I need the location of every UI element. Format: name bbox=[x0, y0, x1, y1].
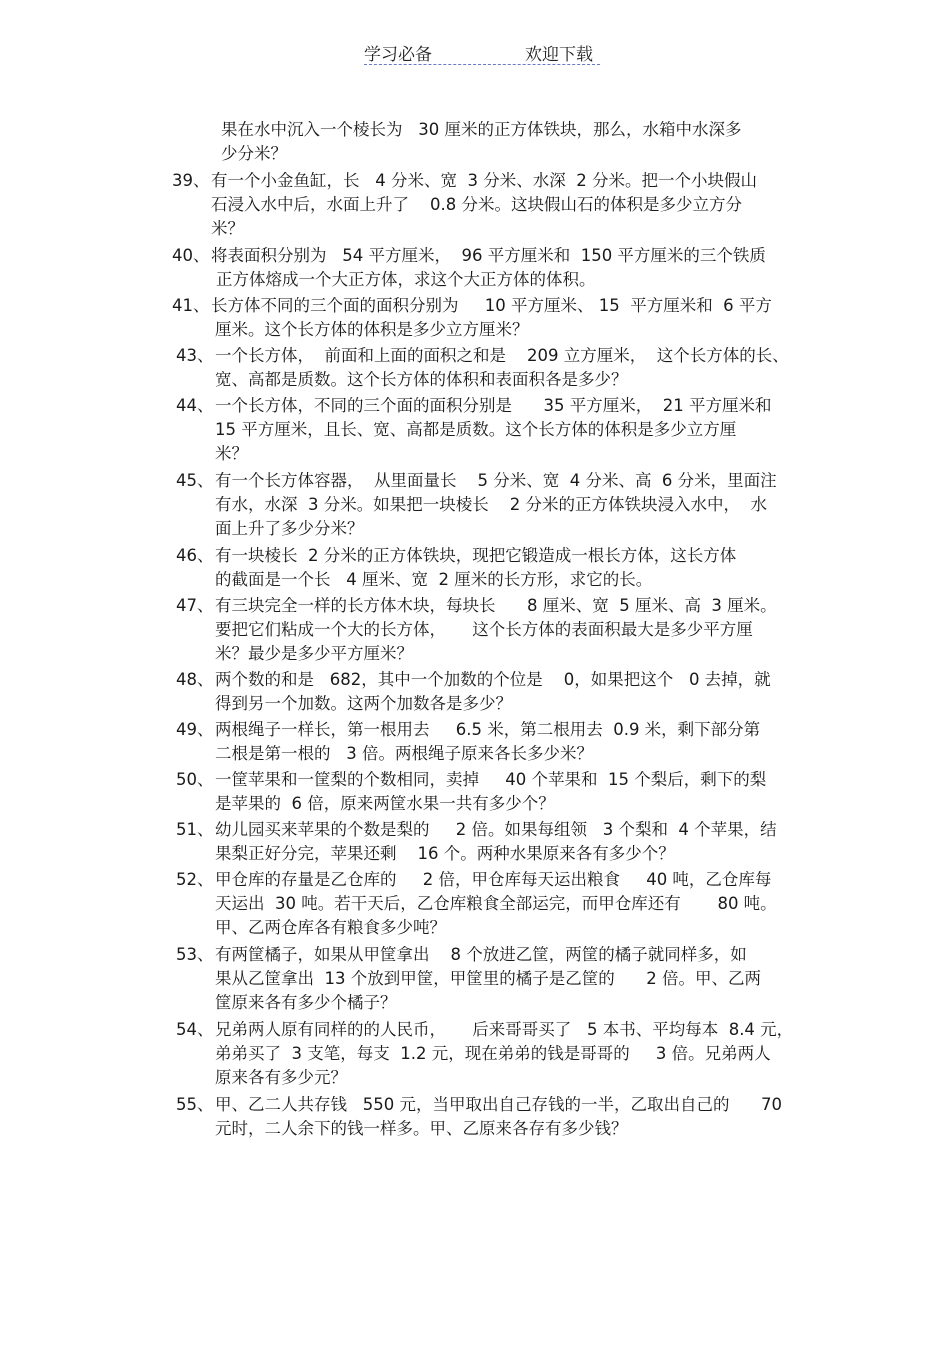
question-text-line: 得到另一个加数。这两个加数各是多少？ bbox=[215, 694, 512, 713]
question-text-line: 果在水中沉入一个棱长为 30 厘米的正方体铁块，那么，水箱中水深多 bbox=[221, 120, 742, 139]
question-text-line: 正方体熔成一个大正方体，求这个大正方体的体积。 bbox=[216, 270, 596, 289]
question-text-line: 少分米？ bbox=[221, 144, 287, 163]
header-underline bbox=[364, 64, 600, 65]
question-text-line: 米？ bbox=[215, 444, 248, 463]
question-number: 39、 bbox=[172, 171, 210, 190]
question-number: 43、 bbox=[176, 346, 214, 365]
question-text-line: 宽、高都是质数。这个长方体的体积和表面积各是多少？ bbox=[215, 370, 628, 389]
question-number: 54、 bbox=[176, 1020, 214, 1039]
question-text-line: 有一个长方体容器， 从里面量长 5 分米、宽 4 分米、高 6 分米，里面注 bbox=[215, 471, 777, 490]
question-text-line: 兄弟两人原有同样的的人民币， 后来哥哥买了 5 本书、平均每本 8.4 元， bbox=[215, 1020, 794, 1039]
question-text-line: 天运出 30 吨。若干天后，乙仓库粮食全部运完，而甲仓库还有 80 吨。 bbox=[215, 894, 777, 913]
question-text-line: 两根绳子一样长，第一根用去 6.5 米，第二根用去 0.9 米，剩下部分第 bbox=[215, 720, 761, 739]
question-text-line: 甲、乙二人共存钱 550 元，当甲取出自己存钱的一半，乙取出自己的 70 bbox=[215, 1095, 782, 1114]
question-number: 52、 bbox=[176, 870, 214, 889]
question-text-line: 厘米。这个长方体的体积是多少立方厘米？ bbox=[215, 320, 529, 339]
question-text-line: 幼儿园买来苹果的个数是梨的 2 倍。如果每组领 3 个梨和 4 个苹果，结 bbox=[215, 820, 777, 839]
question-text-line: 一个长方体，不同的三个面的面积分别是 35 平方厘米， 21 平方厘米和 bbox=[215, 396, 772, 415]
question-text-line: 有水，水深 3 分米。如果把一块棱长 2 分米的正方体铁块浸入水中， 水 bbox=[215, 495, 767, 514]
question-text-line: 是苹果的 6 倍，原来两筐水果一共有多少个？ bbox=[215, 794, 555, 813]
question-text-line: 面上升了多少分米？ bbox=[215, 519, 364, 538]
question-text-line: 果梨正好分完，苹果还剩 16 个。两种水果原来各有多少个？ bbox=[215, 844, 675, 863]
question-text-line: 要把它们粘成一个大的长方体， 这个长方体的表面积最大是多少平方厘 bbox=[215, 620, 753, 639]
question-number: 48、 bbox=[176, 670, 214, 689]
question-text-line: 长方体不同的三个面的面积分别为 10 平方厘米、 15 平方厘米和 6 平方 bbox=[211, 296, 772, 315]
question-text-line: 石浸入水中后，水面上升了 0.8 分米。这块假山石的体积是多少立方分 bbox=[211, 195, 742, 214]
question-text-line: 果从乙筐拿出 13 个放到甲筐，甲筐里的橘子是乙筐的 2 倍。甲、乙两 bbox=[215, 969, 761, 988]
question-text-line: 有三块完全一样的长方体木块，每块长 8 厘米、宽 5 厘米、高 3 厘米。 bbox=[215, 596, 777, 615]
question-text-line: 一筐苹果和一筐梨的个数相同，卖掉 40 个苹果和 15 个梨后，剩下的梨 bbox=[215, 770, 767, 789]
question-text-line: 一个长方体， 前面和上面的面积之和是 209 立方厘米， 这个长方体的长、 bbox=[215, 346, 789, 365]
question-text-line: 原来各有多少元？ bbox=[215, 1068, 347, 1087]
page-header bbox=[364, 40, 600, 66]
question-number: 51、 bbox=[176, 820, 214, 839]
header-right-text: 欢迎下载 bbox=[525, 45, 593, 65]
question-text-line: 米？ bbox=[211, 219, 244, 238]
question-number: 49、 bbox=[176, 720, 214, 739]
question-text-line: 将表面积分别为 54 平方厘米， 96 平方厘米和 150 平方厘米的三个铁质 bbox=[211, 246, 766, 265]
question-number: 55、 bbox=[176, 1095, 214, 1114]
question-text-line: 有一块棱长 2 分米的正方体铁块，现把它锻造成一根长方体，这长方体 bbox=[215, 546, 737, 565]
question-text-line: 二根是第一根的 3 倍。两根绳子原来各长多少米？ bbox=[215, 744, 593, 763]
question-text-line: 两个数的和是 682，其中一个加数的个位是 0，如果把这个 0 去掉，就 bbox=[215, 670, 771, 689]
question-text-line: 15 平方厘米，且长、宽、高都是质数。这个长方体的体积是多少立方厘 bbox=[215, 420, 737, 439]
question-text-line: 米？最少是多少平方厘米？ bbox=[215, 644, 413, 663]
question-number: 40、 bbox=[172, 246, 210, 265]
question-text-line: 有两筐橘子，如果从甲筐拿出 8 个放进乙筐，两筐的橘子就同样多，如 bbox=[215, 945, 747, 964]
question-text-line: 元时，二人余下的钱一样多。甲、乙原来各存有多少钱？ bbox=[215, 1119, 628, 1138]
question-number: 46、 bbox=[176, 546, 214, 565]
question-number: 47、 bbox=[176, 596, 214, 615]
question-number: 53、 bbox=[176, 945, 214, 964]
question-text-line: 甲、乙两仓库各有粮食多少吨？ bbox=[215, 918, 446, 937]
header-left-text: 学习必备 bbox=[364, 45, 432, 65]
question-number: 44、 bbox=[176, 396, 214, 415]
question-number: 41、 bbox=[172, 296, 210, 315]
question-text-line: 的截面是一个长 4 厘米、宽 2 厘米的长方形，求它的长。 bbox=[215, 570, 653, 589]
question-text-line: 甲仓库的存量是乙仓库的 2 倍，甲仓库每天运出粮食 40 吨，乙仓库每 bbox=[215, 870, 772, 889]
question-text-line: 有一个小金鱼缸，长 4 分米、宽 3 分米、水深 2 分米。把一个小块假山 bbox=[211, 171, 757, 190]
question-text-line: 弟弟买了 3 支笔，每支 1.2 元，现在弟弟的钱是哥哥的 3 倍。兄弟两人 bbox=[215, 1044, 771, 1063]
question-number: 45、 bbox=[176, 471, 214, 490]
question-text-line: 筐原来各有多少个橘子？ bbox=[215, 993, 397, 1012]
question-number: 50、 bbox=[176, 770, 214, 789]
